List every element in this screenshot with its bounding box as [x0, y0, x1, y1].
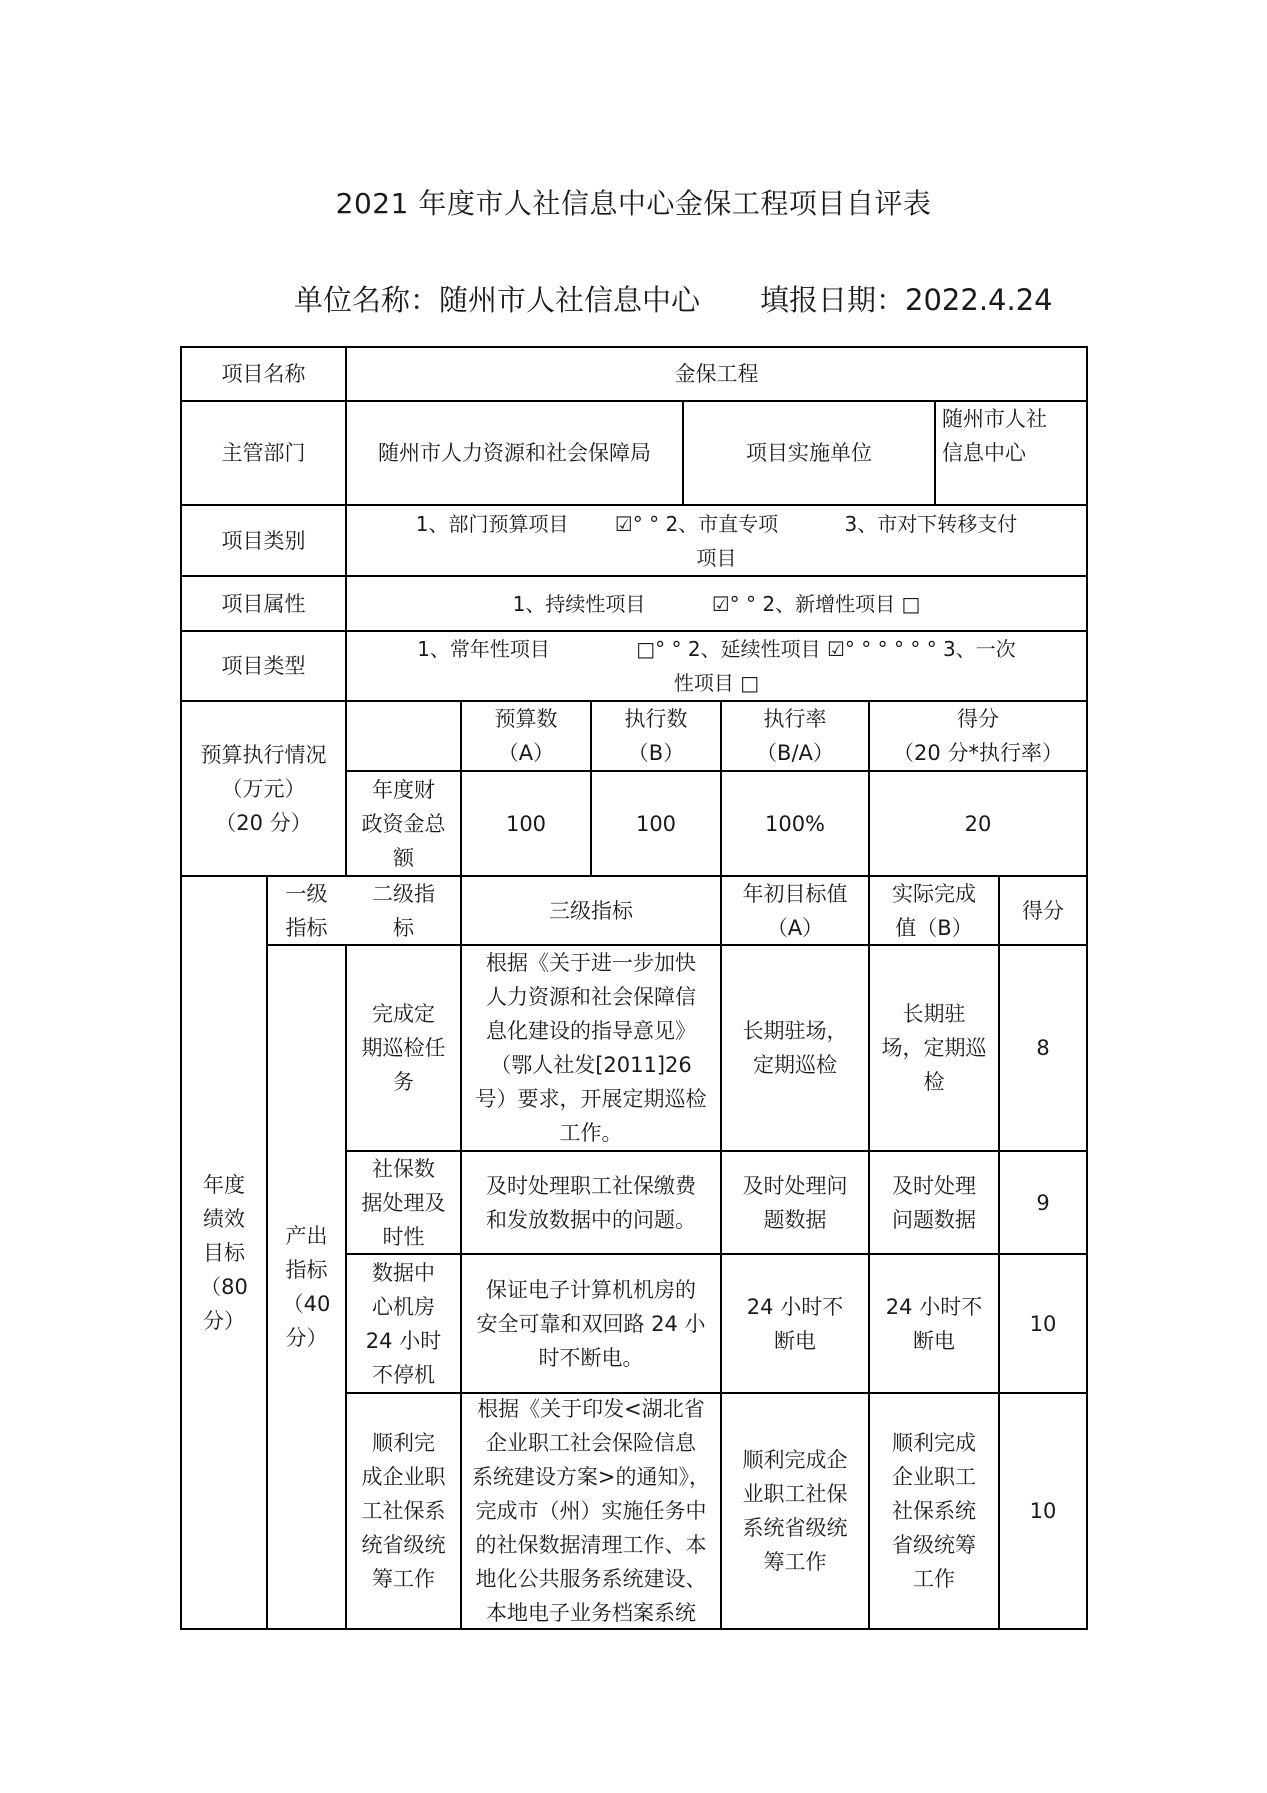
perf-h-actual: 实际完成 值（B） [892, 881, 976, 940]
indicator-score: 9 [1036, 1190, 1050, 1215]
indicator-actual: 24 小时不 断电 [885, 1294, 983, 1353]
budget-col-a: 预算数 （A） [494, 707, 558, 765]
impl-unit-value: 随州市人社 信息中心 [942, 407, 1047, 465]
project-name-label: 项目名称 [221, 362, 306, 386]
page-title: 2021 年度市人社信息中心金保工程项目自评表 [335, 187, 932, 220]
indicator-level2: 数据中 心机房 24 小时 不停机 [365, 1260, 442, 1387]
indicator-level2: 完成定 期巡检任 务 [361, 1002, 446, 1094]
indicator-target: 长期驻场， 定期巡检 [742, 1019, 848, 1077]
impl-unit-label: 项目实施单位 [746, 441, 872, 465]
indicator-level3: 保证电子计算机机房的 安全可靠和双回路 24 小 时不断电。 [476, 1277, 706, 1370]
dept-label: 主管部门 [221, 441, 306, 465]
unit-line [294, 278, 1053, 319]
indicator-level3: 及时处理职工社保缴费 和发放数据中的问题。 [486, 1173, 696, 1232]
budget-b: 100 [635, 811, 677, 836]
attribute-value: 1、持续性项目 ☑° ° 2、新增性项目 □ [512, 591, 921, 616]
indicator-actual: 及时处理 问题数据 [892, 1173, 976, 1232]
category-value: 1、部门预算项目 ☑° ° 2、市直专项 3、市对下转移支付 项目 [415, 511, 1018, 570]
indicator-level2: 社保数 据处理及 时性 [361, 1156, 446, 1249]
perf-h-level3: 三级指标 [549, 898, 633, 923]
type-label: 项目类型 [221, 654, 306, 678]
indicator-target: 顺利完成企 业职工社保 系统省级统 筹工作 [742, 1448, 848, 1574]
budget-row-label: 年度财 政资金总 额 [361, 777, 446, 870]
indicator-target: 24 小时不 断电 [746, 1294, 844, 1353]
dept-value: 随州市人力资源和社会保障局 [378, 441, 651, 465]
perf-h-target: 年初目标值 （A） [742, 881, 848, 940]
budget-col-b: 执行数 （B） [624, 707, 688, 765]
output-indicator-label: 产出 指标 （40 分） [282, 1224, 331, 1350]
budget-col-score: 得分 （20 分*执行率） [893, 707, 1063, 765]
category-label: 项目类别 [221, 528, 306, 553]
perf-label: 年度 绩效 目标 （80 分） [200, 1172, 248, 1333]
perf-h-level2: 二级指 标 [372, 881, 435, 940]
indicator-score: 10 [1029, 1499, 1057, 1523]
project-name: 金保工程 [674, 362, 759, 386]
budget-label: 预算执行情况 （万元） （20 分） [200, 742, 327, 835]
indicator-actual: 长期驻 场，定期巡 检 [881, 1002, 987, 1094]
perf-h-level1: 一级 指标 [285, 881, 328, 940]
indicator-score: 8 [1036, 1036, 1050, 1060]
indicator-score: 10 [1029, 1311, 1057, 1336]
budget-a: 100 [505, 811, 547, 836]
budget-col-rate: 执行率 （B/A） [756, 707, 834, 765]
indicator-level3: 根据《关于进一步加快 人力资源和社会保障信 息化建设的指导意见》 （鄂人社发[2011]26 号）要求，开展定期巡检 工作。 [475, 951, 707, 1145]
attribute-label: 项目属性 [221, 591, 306, 616]
indicator-level3: 根据《关于印发<湖北省 企业职工社会保险信息 系统建设方案>的通知》， 完成市（州）实施任务中 的社保数据清理工作、本 地化公共服务系统建设、 本地电子业务档案系统 [471, 1397, 711, 1625]
report-date: 填报日期：2022.4.24 [760, 283, 1053, 317]
table-border-right [1086, 346, 1088, 1630]
type-value: 1、常年性项目 □° ° 2、延续性项目 ☑° ° ° ° ° ° 3、一次 性项目 □ [417, 637, 1016, 695]
indicator-level2: 顺利完 成企业职 工社保系 统省级统 筹工作 [361, 1431, 446, 1591]
indicator-actual: 顺利完成 企业职工 社保系统 省级统筹 工作 [892, 1431, 976, 1591]
indicator-target: 及时处理问 题数据 [742, 1173, 848, 1232]
unit-name: 单位名称：随州市人社信息中心 [294, 283, 701, 317]
perf-h-score: 得分 [1022, 898, 1064, 923]
budget-score: 20 [964, 811, 992, 836]
budget-rate: 100% [764, 811, 826, 836]
